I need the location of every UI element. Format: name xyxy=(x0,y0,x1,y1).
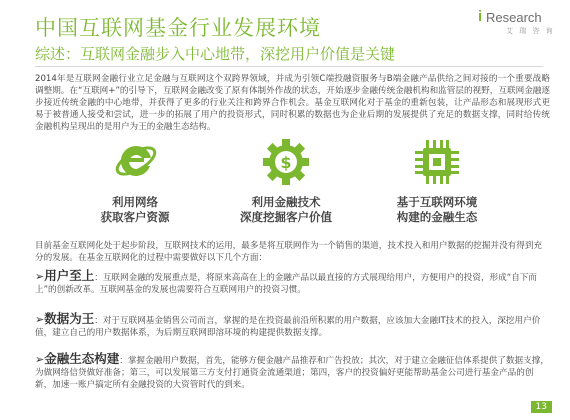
feature-network xyxy=(60,195,210,225)
point-body: ：对于互联网基金销售公司而言，掌握的是在投资最前沿所积累的用户数据，应该加大金融IT技术的投入，深挖用户价值，建立自己的用户数据体系，为后期互联网即溶环境的构建提供数据支撑。 xyxy=(35,316,541,338)
point-ecosystem xyxy=(35,353,550,391)
point-data-king xyxy=(35,313,550,339)
circuit-chip-icon xyxy=(413,138,461,190)
iresearch-logo xyxy=(476,8,555,38)
feature-ecosystem-line1: 基于互联网环境 xyxy=(396,195,478,209)
point-user-first xyxy=(35,270,550,296)
point-body: ：互联网金融的发展重点是，将原来高高在上的金融产品以最直接的方式展现给用户，方便用户的投资，形成“自下而上”的创新改革。互联网基金的发展也需要符合互联网用户的投资习惯。 xyxy=(35,273,537,295)
arrow-icon: ➢ xyxy=(35,353,45,366)
feature-ecosystem xyxy=(362,195,512,225)
page-number: 13 xyxy=(531,401,552,413)
point-title: 用户至上 xyxy=(44,268,95,283)
feature-fintech xyxy=(211,195,361,225)
point-title: 金融生态构建 xyxy=(44,351,120,366)
feature-fintech-line1: 利用金融技术 xyxy=(251,195,321,209)
feature-ecosystem-line2: 构建的金融生态 xyxy=(396,210,478,224)
arrow-icon: ➢ xyxy=(35,313,45,326)
logo-i: i xyxy=(478,8,483,25)
middle-paragraph: 目前基金互联网化处于起步阶段，互联网技术的运用，最多是将互联网作为一个销售的渠道，技术投入和用户数据的挖掘并没有得到充分的发展。在基金互联网化的过程中需要做好以下几个方面： xyxy=(35,241,543,263)
logo-cn: 艾 瑞 咨 询 xyxy=(506,27,555,35)
page-title: 中国互联网基金行业发展环境 xyxy=(35,16,321,40)
point-title: 数据为王 xyxy=(44,311,95,326)
logo-name: Research xyxy=(486,10,542,25)
internet-explorer-icon xyxy=(113,138,159,188)
feature-network-line1: 利用网络 xyxy=(112,195,158,209)
page-subtitle: 综述：互联网金融步入中心地带，深挖用户价值是关键 xyxy=(35,45,396,63)
gear-dollar-icon xyxy=(262,138,310,190)
intro-paragraph: 2014年是互联网金融行业立足金融与互联网这个双跨界领域，并成为引领C端投融资服务与B端金融产品供给之间对接的一个重要战略调整期。在“互联网+”的引导下，互联网金融改变了原有体制外作战的状态，开始逐步金融传统金融机构和监管层的视野，互联网金融逐步接近传统金融的中心地带，并获得了更多的行业关注和跨界合作机会。基金互联网化对于基金的重新包装，让产品形态和展现形式更易于被普通人接受和尝试，进一步的拓展了用户的投资形式，同时积累的数据也为企业后期的发展提供了充足的数据支撑，同时给传统金融机构呈现出的是用户为王的金融生态结构。 xyxy=(35,74,550,132)
divider xyxy=(35,66,543,67)
feature-fintech-line2: 深度挖掘客户价值 xyxy=(240,210,332,224)
feature-network-line2: 获取客户资源 xyxy=(100,210,170,224)
arrow-icon: ➢ xyxy=(35,270,45,283)
point-body: ：掌握金融用户数据，首先，能够方便金融产品推荐和广告投放；其次，对于建立金融征信体系提供了数据支撑，为做网络信贷做好准备；第三，可以发展第三方支付打通资金流通渠道；第四，客户的投资偏好更能帮助基金公司进行基金产品的创新，加速一账户搞定所有金融投资的大资管时代的到来。 xyxy=(35,356,549,390)
svg-text:$: $ xyxy=(280,153,292,172)
